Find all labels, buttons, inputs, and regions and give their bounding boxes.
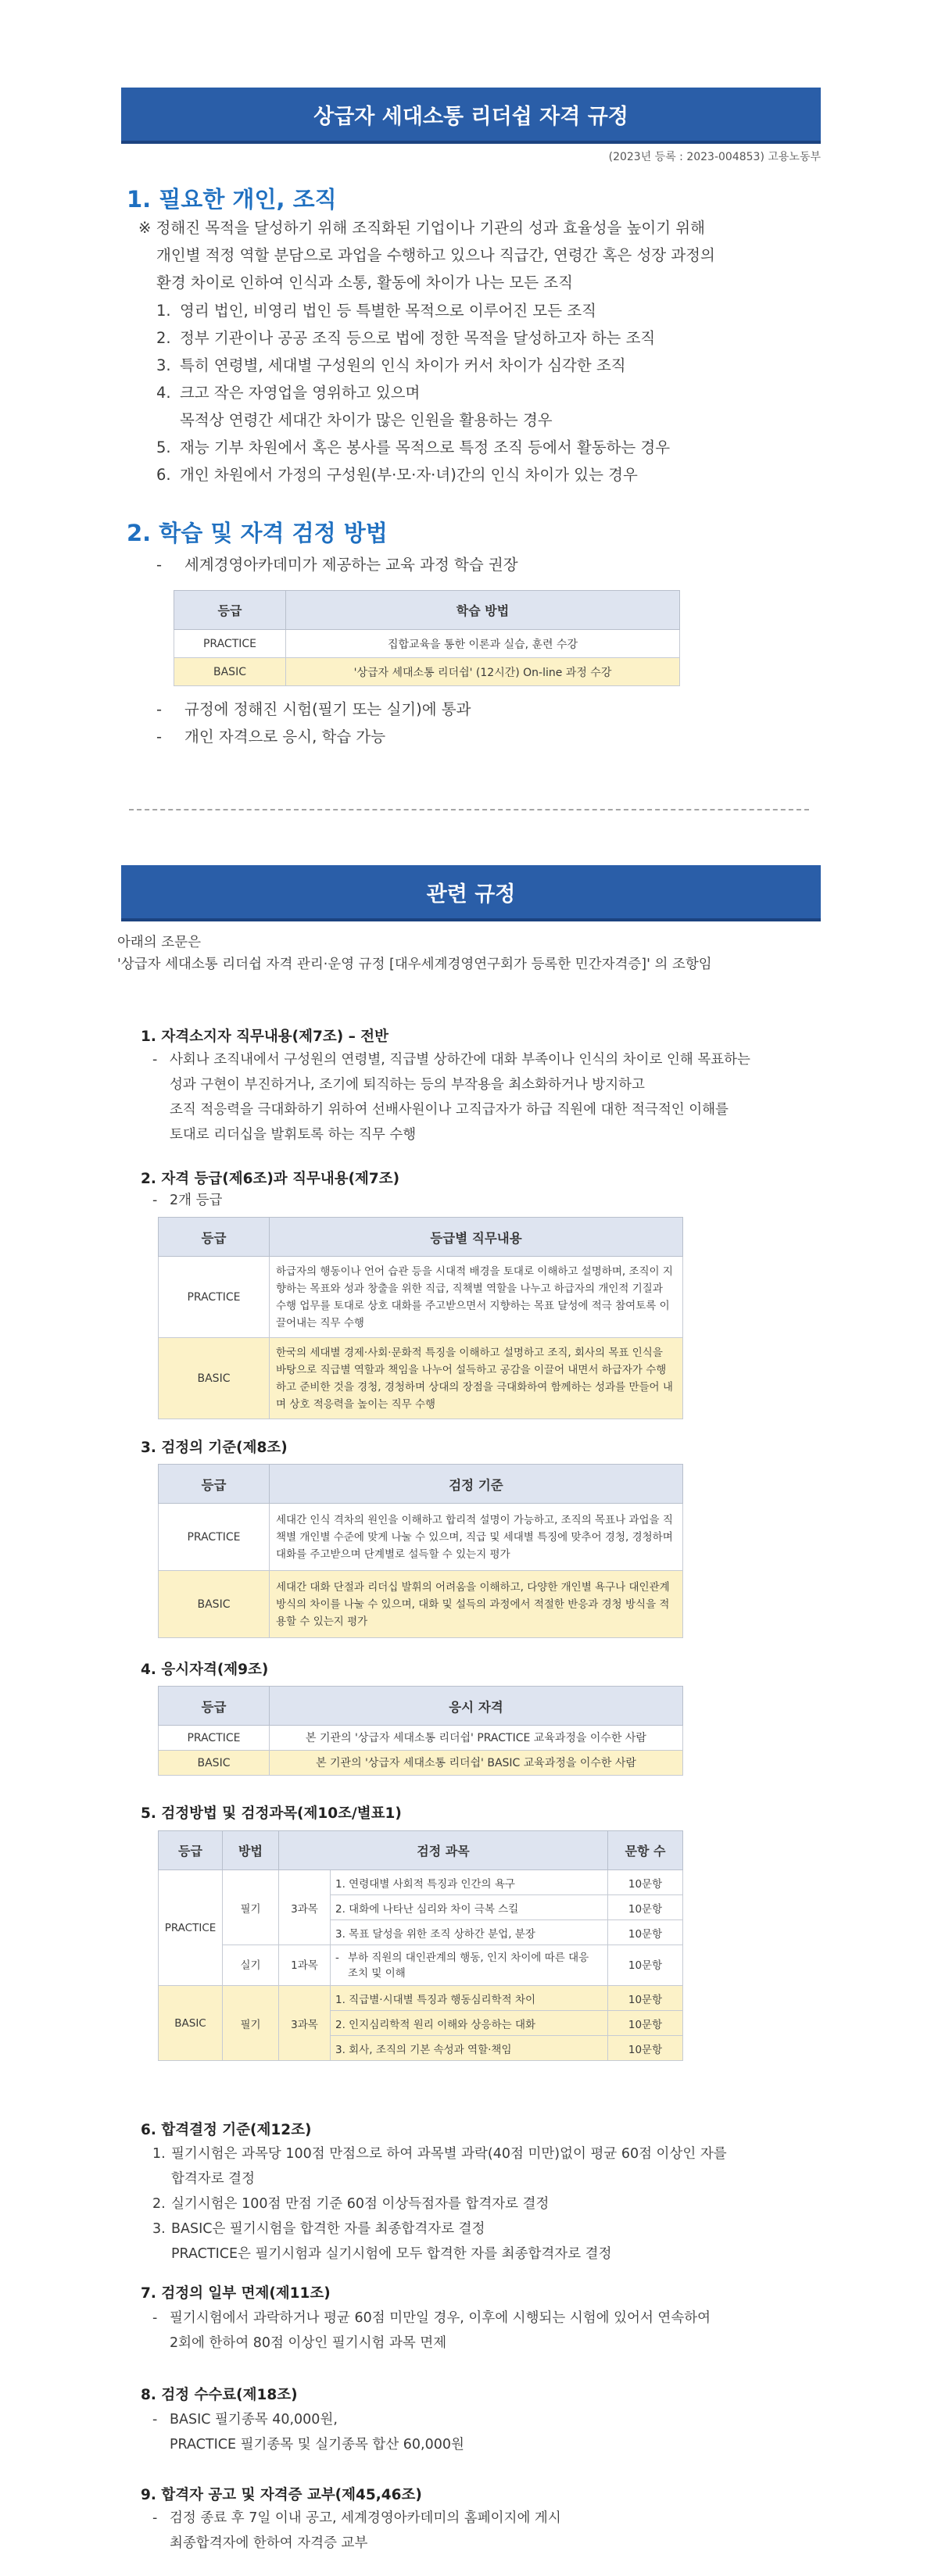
section2-bullet3: - 개인 자격으로 응시, 학습 가능 [156, 728, 386, 746]
main-title-banner [121, 88, 821, 144]
related-intro-line1: 아래의 조문은 [117, 935, 201, 950]
grade-duty-table: 등급 등급별 직무내용 PRACTICE 하급자의 행동이나 언어 습관 등을 시대적 배경을 토대로 이해하고 설명하며, 조직이 지향하는 목표와 성과 창출을 위한 직급, 직책별 역할을 나누고 하급자의 개인적 기질과 수행 업무를 토대로 상호 대화를 주고받으면서 지향하는 목표 달성에 적극 참여토록 이끌어내는 직무 수행 BASIC 한국의 세대별 경제·사회·문화적 특징을 이해하고 설명하고 조직, 회사의 목표 인식을 바탕으로 직급별 역할과 책임을 나누어 설득하고 공감을 이끌어 내면서 하급자가 수행하고 준비한 것을 경청, 경청하며 상대의 장점을 극대화하여 함께하는 성과를 만들어 내며 상호 적응력을 높이는 직무 수행 [158, 1217, 683, 1419]
table-header-method: 학습 방법 [286, 591, 680, 630]
section1-title: 1. 필요한 개인, 조직 [127, 186, 337, 213]
list-item: 1. 영리 법인, 비영리 법인 등 특별한 목적으로 이루어진 모든 조직 [156, 302, 596, 320]
section2-title: 2. 학습 및 자격 검정 방법 [127, 520, 388, 546]
list-item: 5. 재능 기부 차원에서 혹은 봉사를 목적으로 특정 조직 등에서 활동하는 경우 [156, 438, 671, 456]
article2-title: 2. 자격 등급(제6조)과 직무내용(제7조) [141, 1171, 400, 1187]
section1-list [156, 297, 670, 488]
section-divider [129, 809, 809, 810]
table-row: 실기 1과목 - 부하 직원의 대인관계의 행동, 인지 차이에 따른 대응 조치 및 이해 10문항 [159, 1945, 683, 1986]
eligibility-table: 등급 응시 자격 PRACTICE 본 기관의 '상급자 세대소통 리더쉽' PRACTICE 교육과정을 이수한 사람 BASIC 본 기관의 '상급자 세대소통 리더쉽' BASIC 교육과정을 이수한 사람 [158, 1686, 683, 1776]
article5-title: 5. 검정방법 및 검정과목(제10조/별표1) [141, 1805, 402, 1822]
list-item: 4. 크고 작은 자영업을 영위하고 있으며 [156, 384, 421, 402]
table-row: PRACTICE 본 기관의 '상급자 세대소통 리더쉽' PRACTICE 교육과정을 이수한 사람 [159, 1726, 683, 1751]
section2-bullet1: - 세계경영아카데미가 제공하는 교육 과정 학습 권장 [156, 556, 518, 574]
section2-bullet2: - 규정에 정해진 시험(필기 또는 실기)에 통과 [156, 700, 471, 718]
registration-note: (2023년 등록 : 2023-004853) 고용노동부 [608, 151, 821, 163]
table-row: BASIC 본 기관의 '상급자 세대소통 리더쉽' BASIC 교육과정을 이수한 사람 [159, 1751, 683, 1776]
article4-title: 4. 응시자격(제9조) [141, 1662, 269, 1678]
main-title: 상급자 세대소통 리더쉽 자격 규정 [313, 104, 628, 129]
article2-bullet: - 2개 등급 [152, 1193, 223, 1208]
list-item: 3. 특히 연령별, 세대별 구성원의 인식 차이가 커서 차이가 심각한 조직 [156, 356, 626, 374]
article9-title: 9. 합격자 공고 및 자격증 교부(제45,46조) [141, 2487, 422, 2503]
related-title-banner [121, 865, 821, 921]
table-row: BASIC 한국의 세대별 경제·사회·문화적 특징을 이해하고 설명하고 조직, 회사의 목표 인식을 바탕으로 직급별 역할과 책임을 나누어 설득하고 공감을 이끌어 내면서 하급자가 수행하고 준비한 것을 경청, 경청하며 상대의 장점을 극대화하여 함께하는 성과를 만들어 내며 상호 적응력을 높이는 직무 수행 [159, 1338, 683, 1419]
article6-list: 1. 필기시험은 과목당 100점 만점으로 하여 과목별 과락(40점 미만)없이 평균 60점 이상인 자를 합격자로 결정 2. 실기시험은 100점 만점 기준 60점 이상득점자를 합격자로 결정 3. BASIC은 필기시험을 합격한 자를 최종합격자로 결정 PRACTICE은 필기시험과 실기시험에 모두 합격한 자를 최종합격자로 결정 [152, 2146, 727, 2262]
table-row: 2. 대화에 나타난 심리와 차이 극복 스킬 10문항 [159, 1895, 683, 1920]
table-row: PRACTICE 집합교육을 통한 이론과 실습, 훈련 수강 [174, 630, 680, 658]
section1-note-line2: 개인별 적정 역할 분담으로 과업을 수행하고 있으나 직급간, 연령간 혹은 성장 과정의 [156, 246, 715, 264]
exam-subject-table: 등급 방법 검정 과목 문항 수 PRACTICE 필기 3과목 1. 연령대별 사회적 특징과 인간의 욕구 10문항 2. 대화에 나타난 심리와 차이 극복 스킬 10문항 3. 목표 달성을 위한 조직 상하간 분업, 분장 10문항 실기 1과목 - 부하 직원의 대인관계의 행동, 인지 차이에 따른 대응 조치 및 이해 10문항 BASIC 필기 3과목 1. 직급별·시대별 특징과 행동심리학적 차이 10문항 2. 인지심리학적 원리 이해와 상응하는 대화 10문항 3. 회사, 조직의 기본 속성과 역할·책임 10문항 [158, 1830, 683, 2061]
table-row: 2. 인지심리학적 원리 이해와 상응하는 대화 10문항 [159, 2011, 683, 2036]
assessment-criteria-table: 등급 검정 기준 PRACTICE 세대간 인식 격차의 원인을 이해하고 합리적 설명이 가능하고, 조직의 목표나 과업을 직책별 개인별 수준에 맞게 나눌 수 있으며, 직급 및 세대별 특징에 맞추어 경청, 경청하며 대화를 주고받으며 단계별로 설득할 수 있는지 평가 BASIC 세대간 대화 단절과 리더십 발휘의 어려움을 이해하고, 다양한 개인별 욕구나 대인관계 방식의 차이를 나눌 수 있으며, 대화 및 설득의 과정에서 적절한 반응과 경청 방식을 적용할 수 있는지 평가 [158, 1464, 683, 1638]
table-row: 3. 회사, 조직의 기본 속성과 역할·책임 10문항 [159, 2036, 683, 2061]
article3-title: 3. 검정의 기준(제8조) [141, 1440, 288, 1456]
section1-note-line3: 환경 차이로 인하여 인식과 소통, 활동에 차이가 나는 모든 조직 [156, 274, 573, 292]
table-row: PRACTICE 세대간 인식 격차의 원인을 이해하고 합리적 설명이 가능하고, 조직의 목표나 과업을 직책별 개인별 수준에 맞게 나눌 수 있으며, 직급 및 세대별 특징에 맞추어 경청, 경청하며 대화를 주고받으며 단계별로 설득할 수 있는지 평가 [159, 1504, 683, 1571]
article6-title: 6. 합격결정 기준(제12조) [141, 2122, 312, 2138]
article7-body: - 필기시험에서 과락하거나 평균 60점 미만일 경우, 이후에 시행되는 시험에 있어서 연속하여 2회에 한하여 80점 이상인 필기시험 과목 면제 [152, 2310, 711, 2351]
list-item: 6. 개인 차원에서 가정의 구성원(부·모·자·녀)간의 인식 차이가 있는 경우 [156, 466, 638, 484]
article8-body: - BASIC 필기종목 40,000원, PRACTICE 필기종목 및 실기종목 합산 60,000원 [152, 2412, 464, 2453]
section1-note-line1: ※ 정해진 목적을 달성하기 위해 조직화된 기업이나 기관의 성과 효율성을 높이기 위해 [138, 219, 705, 237]
article8-title: 8. 검정 수수료(제18조) [141, 2387, 298, 2403]
list-item: 2. 정부 기관이나 공공 조직 등으로 법에 정한 목적을 달성하고자 하는 조직 [156, 329, 656, 347]
table-header-grade: 등급 [174, 591, 286, 630]
article9-body: - 검정 종료 후 7일 이내 공고, 세계경영아카데미의 홈페이지에 게시 최종합격자에 한하여 자격증 교부 [152, 2510, 561, 2551]
related-intro-line2: '상급자 세대소통 리더쉽 자격 관리·운영 규정 [대우세계경영연구회가 등록한 민간자격증]' 의 조항임 [117, 957, 712, 972]
table-row: 3. 목표 달성을 위한 조직 상하간 분업, 분장 10문항 [159, 1920, 683, 1945]
table-row: BASIC '상급자 세대소통 리더쉽' (12시간) On-line 과정 수강 [174, 658, 680, 686]
article1-body: - 사회나 조직내에서 구성원의 연령별, 직급별 상하간에 대화 부족이나 인식의 차이로 인해 목표하는 성과 구현이 부진하거나, 조기에 퇴직하는 등의 부작용을 최소화하거나 방지하고 조직 적응력을 극대화하기 위하여 선배사원이나 고직급자가 하급 직원에 대한 적극적인 이해를 토대로 리더십을 발휘토록 하는 직무 수행 [152, 1052, 750, 1143]
table-row: BASIC 세대간 대화 단절과 리더십 발휘의 어려움을 이해하고, 다양한 개인별 욕구나 대인관계 방식의 차이를 나눌 수 있으며, 대화 및 설득의 과정에서 적절한 반응과 경청 방식을 적용할 수 있는지 평가 [159, 1571, 683, 1638]
table-row: BASIC 필기 3과목 1. 직급별·시대별 특징과 행동심리학적 차이 10문항 [159, 1986, 683, 2011]
table-row: PRACTICE 필기 3과목 1. 연령대별 사회적 특징과 인간의 욕구 10문항 [159, 1870, 683, 1895]
list-item: 목적상 연령간 세대간 차이가 많은 인원을 활용하는 경우 [180, 411, 553, 429]
learning-method-table [174, 590, 680, 686]
article7-title: 7. 검정의 일부 면제(제11조) [141, 2285, 331, 2302]
related-title: 관련 규정 [426, 882, 516, 907]
table-row: PRACTICE 하급자의 행동이나 언어 습관 등을 시대적 배경을 토대로 이해하고 설명하며, 조직이 지향하는 목표와 성과 창출을 위한 직급, 직책별 역할을 나누고 하급자의 개인적 기질과 수행 업무를 토대로 상호 대화를 주고받으면서 지향하는 목표 달성에 적극 참여토록 이끌어내는 직무 수행 [159, 1257, 683, 1338]
article1-title: 1. 자격소지자 직무내용(제7조) – 전반 [141, 1029, 389, 1045]
